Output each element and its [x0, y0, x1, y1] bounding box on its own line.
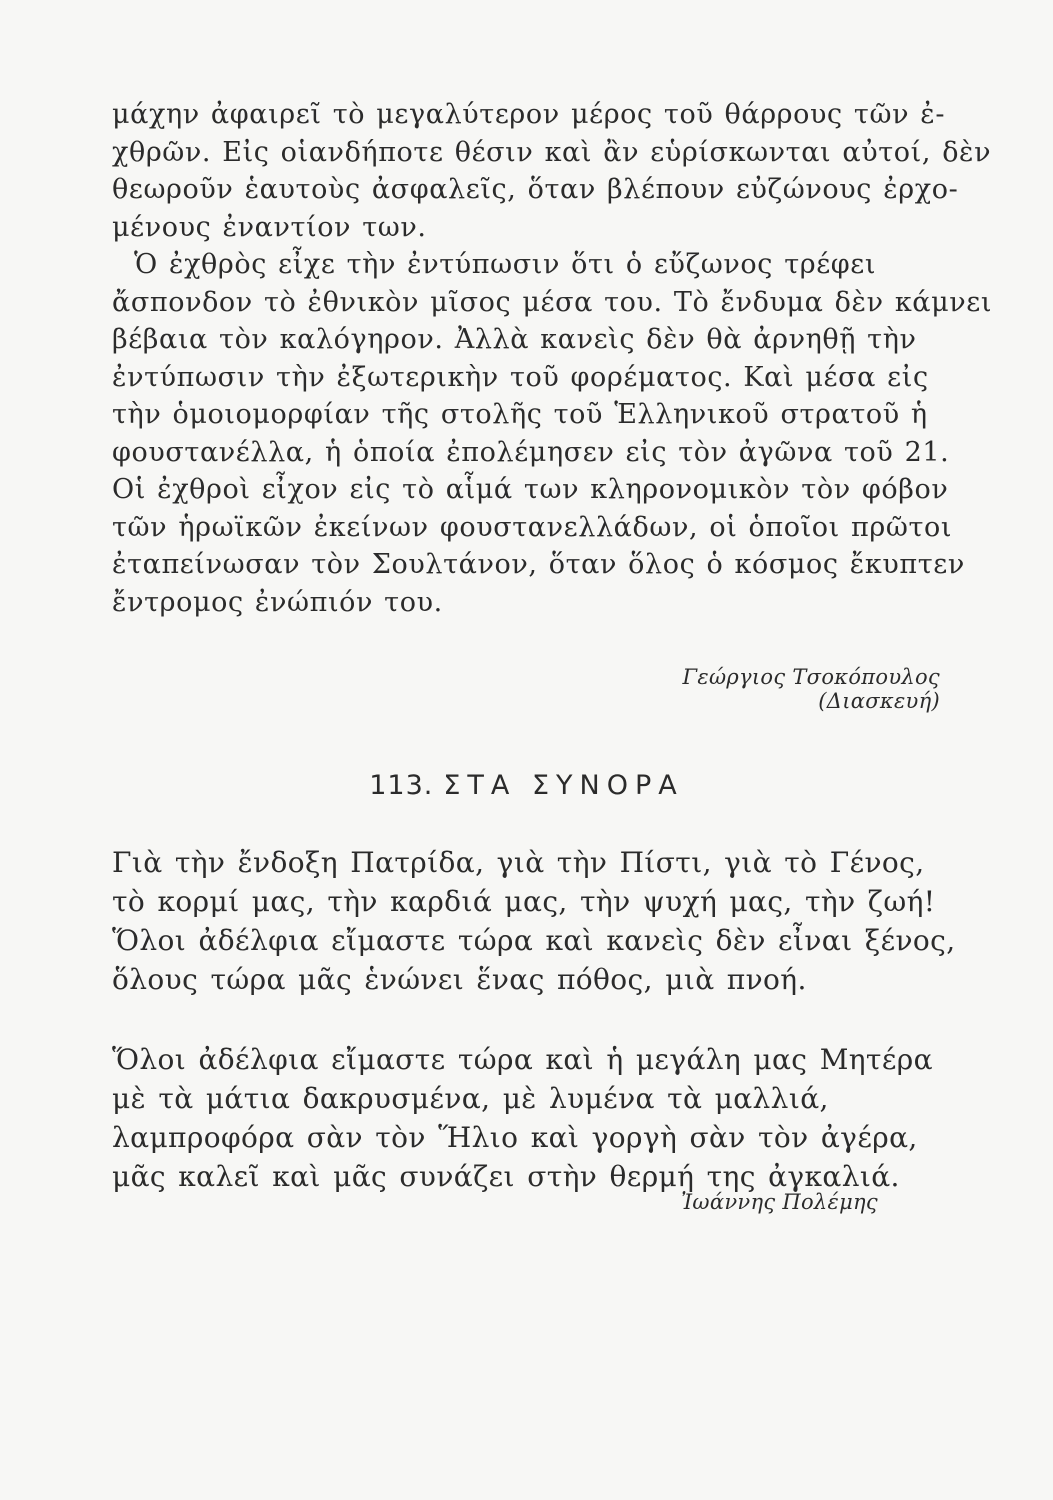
prose-line: ἔντρομος ἐνώπιόν του.: [112, 586, 443, 618]
prose-author-signature: Γεώργιος Τσοκόπουλος (Διασκευή): [682, 665, 940, 713]
verse-line: μᾶς καλεῖ καὶ μᾶς συνάζει στὴν θερμή της ἀγκαλιά.: [112, 1160, 900, 1193]
verse-line: τὸ κορμί μας, τὴν καρδιά μας, τὴν ψυχή μας, τὴν ζωή!: [112, 885, 936, 918]
prose-line: μένους ἐναντίον των.: [112, 211, 427, 243]
prose-line: ἄσπονδον τὸ ἐθνικὸν μῖσος μέσα του. Τὸ ἔνδυμα δὲν κάμνει: [112, 286, 993, 318]
prose-line: Ὁ ἐχθρὸς εἶχε τὴν ἐντύπωσιν ὅτι ὁ εὔζωνος τρέφει: [134, 249, 877, 280]
prose-passage: [112, 96, 993, 621]
prose-line: βέβαια τὸν καλόγηρον. Ἀλλὰ κανεὶς δὲν θὰ ἀρνηθῇ τὴν: [112, 324, 917, 355]
prose-line: φουστανέλλα, ἡ ὁποία ἐπολέμησεν εἰς τὸν ἀγῶνα τοῦ 21.: [112, 436, 950, 468]
prose-line: τῶν ἡρωϊκῶν ἐκείνων φουστανελλάδων, οἱ ὁποῖοι πρῶτοι: [112, 511, 953, 543]
prose-line: Οἱ ἐχθροὶ εἶχον εἰς τὸ αἷμά των κληρονομικὸν τὸν φόβον: [112, 474, 949, 505]
prose-line: μάχην ἀφαιρεῖ τὸ μεγαλύτερον μέρος τοῦ θάρρους τῶν ἐ-: [112, 99, 946, 130]
prose-line: ἐντύπωσιν τὴν ἐξωτερικὴν τοῦ φορέματος. Καὶ μέσα εἰς: [112, 361, 929, 393]
poem-heading: [0, 770, 1053, 801]
verse-line: Ὅλοι ἀδέλφια εἴμαστε τώρα καὶ ἡ μεγάλη μας Μητέρα: [112, 1043, 933, 1076]
poem-stanza-1: [112, 843, 956, 999]
prose-line: ἐταπείνωσαν τὸν Σουλτάνον, ὅταν ὅλος ὁ κόσμος ἔκυπτεν: [112, 549, 965, 580]
prose-line: τὴν ὁμοιομορφίαν τῆς στολῆς τοῦ Ἑλληνικοῦ στρατοῦ ἡ: [112, 399, 928, 430]
poem-title: ΣΤΑ ΣΥΝΟΡΑ: [443, 770, 684, 801]
verse-line: Ὅλοι ἀδέλφια εἴμαστε τώρα καὶ κανεὶς δὲν εἶναι ξένος,: [112, 924, 956, 957]
verse-line: λαμπροφόρα σὰν τὸν Ἥλιο καὶ γοργὴ σὰν τὸν ἀγέρα,: [112, 1121, 918, 1154]
verse-line: ὅλους τώρα μᾶς ἑνώνει ἕνας πόθος, μιὰ πνοή.: [112, 963, 807, 996]
poem-number: 113.: [369, 770, 434, 801]
poem-author-signature: Ἰωάννης Πολέμης: [681, 1190, 878, 1214]
prose-line: χθρῶν. Εἰς οἱανδήποτε θέσιν καὶ ἂν εὑρίσκωνται αὐτοί, δὲν: [112, 136, 992, 168]
verse-line: μὲ τὰ μάτια δακρυσμένα, μὲ λυμένα τὰ μαλλιά,: [112, 1082, 829, 1115]
prose-line: θεωροῦν ἑαυτοὺς ἀσφαλεῖς, ὅταν βλέπουν εὐζώνους ἐρχο-: [112, 174, 959, 205]
verse-line: Γιὰ τὴν ἔνδοξη Πατρίδα, γιὰ τὴν Πίστι, γιὰ τὸ Γένος,: [112, 846, 925, 879]
poem-stanza-2: [112, 1040, 952, 1196]
